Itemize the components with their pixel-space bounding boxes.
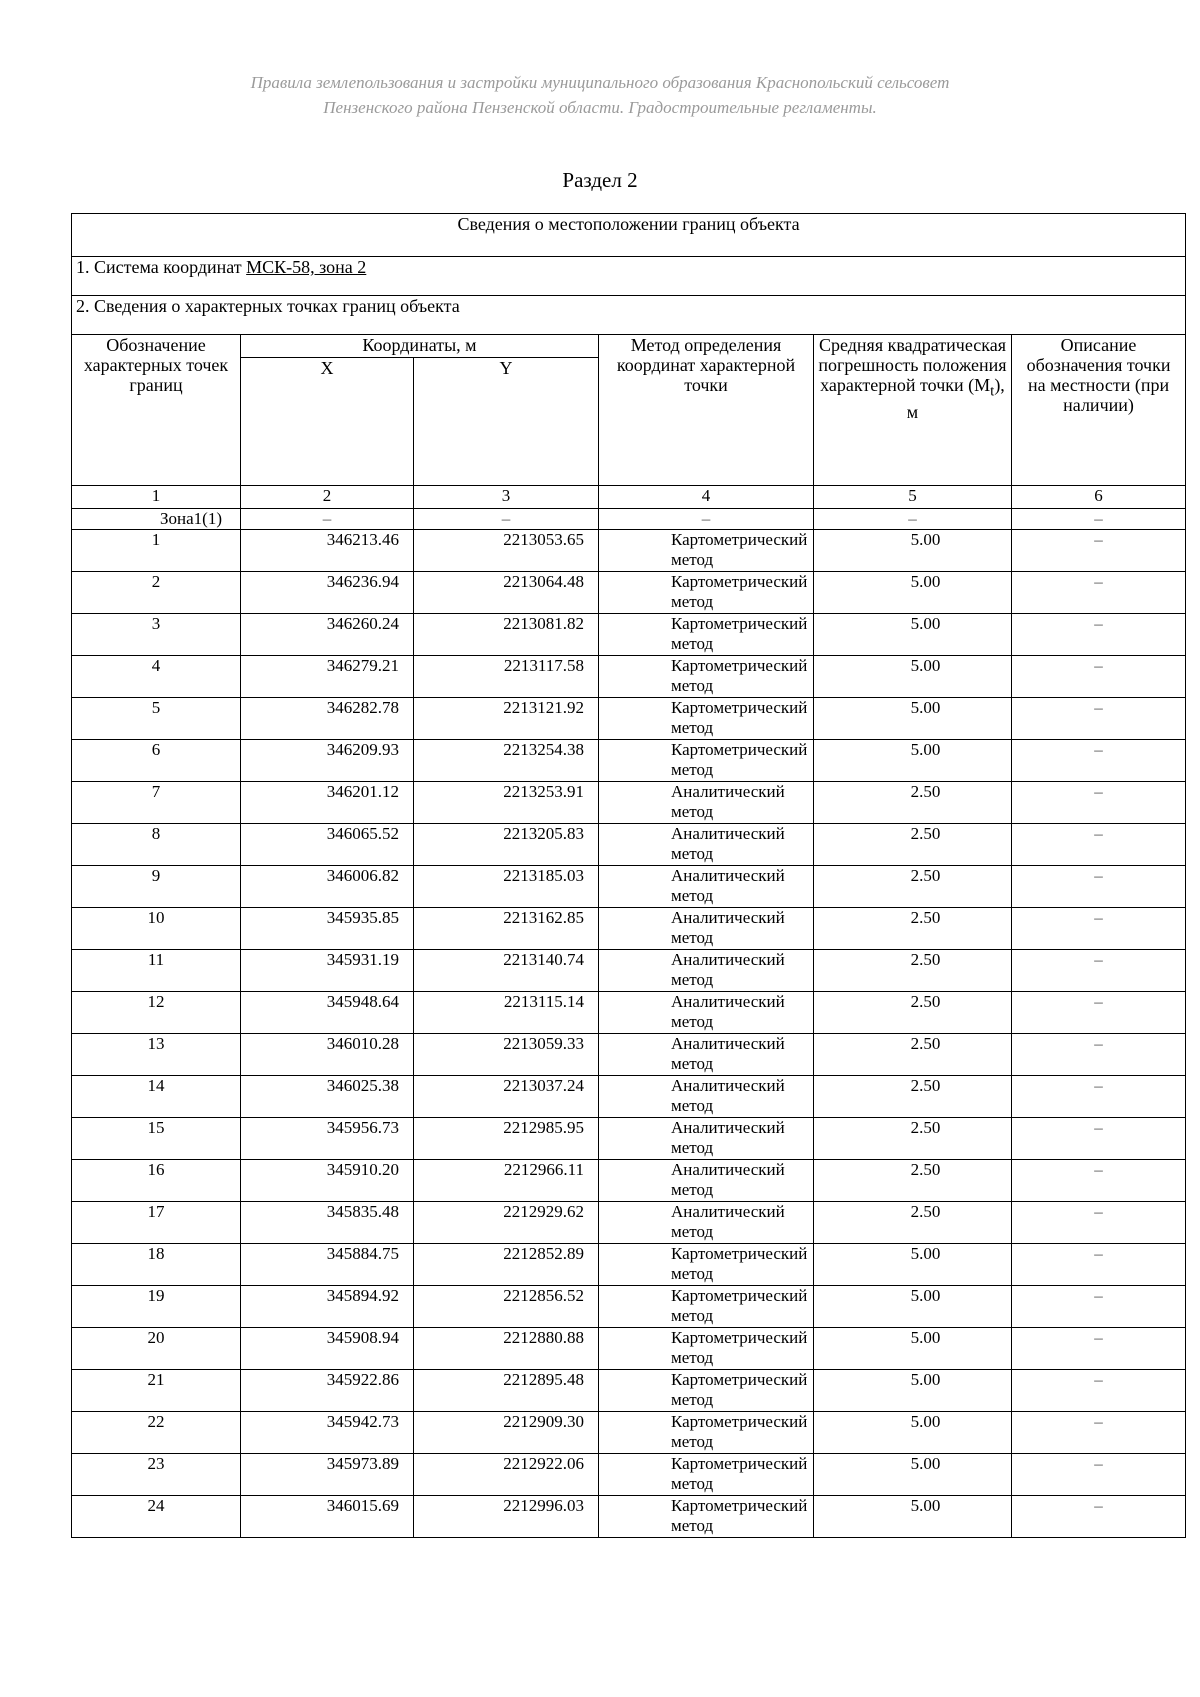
table-row	[72, 950, 1186, 992]
method-value: Аналитический метод	[599, 1076, 814, 1118]
error-value: 5.00	[814, 740, 1012, 782]
y-value: 2212929.62	[414, 1202, 599, 1244]
table-row	[72, 1118, 1186, 1160]
point-id: 22	[72, 1412, 241, 1454]
header-line-2: Пензенского района Пензенской области. Градостроительные регламенты.	[323, 98, 877, 117]
point-id: 3	[72, 614, 241, 656]
method-value: Картометрический метод	[599, 1454, 814, 1496]
table-row	[72, 866, 1186, 908]
x-value: 345935.85	[241, 908, 414, 950]
point-id: 20	[72, 1328, 241, 1370]
method-value: Картометрический метод	[599, 1244, 814, 1286]
boundary-table	[71, 213, 1186, 1538]
table-row	[72, 1454, 1186, 1496]
table-row	[72, 1370, 1186, 1412]
error-value: 5.00	[814, 698, 1012, 740]
table-title-row	[72, 214, 1186, 257]
error-value: 5.00	[814, 1244, 1012, 1286]
x-value: 346209.93	[241, 740, 414, 782]
x-value: 346065.52	[241, 824, 414, 866]
table-row	[72, 530, 1186, 572]
x-value: 345956.73	[241, 1118, 414, 1160]
error-value: 5.00	[814, 1412, 1012, 1454]
method-value: Картометрический метод	[599, 698, 814, 740]
point-id: 14	[72, 1076, 241, 1118]
error-value: 5.00	[814, 1454, 1012, 1496]
col-x-header: X	[241, 358, 414, 486]
y-value: 2212880.88	[414, 1328, 599, 1370]
description-value: –	[1012, 740, 1186, 782]
table-row	[72, 782, 1186, 824]
x-value: 346282.78	[241, 698, 414, 740]
y-value: 2212856.52	[414, 1286, 599, 1328]
method-value: Аналитический метод	[599, 950, 814, 992]
description-value: –	[1012, 1160, 1186, 1202]
point-id: 21	[72, 1370, 241, 1412]
y-value: 2212985.95	[414, 1118, 599, 1160]
error-value: 2.50	[814, 992, 1012, 1034]
method-value: Аналитический метод	[599, 866, 814, 908]
x-value: 346010.28	[241, 1034, 414, 1076]
table-row	[72, 1160, 1186, 1202]
description-value: –	[1012, 1076, 1186, 1118]
point-id: 15	[72, 1118, 241, 1160]
x-value: 346279.21	[241, 656, 414, 698]
x-value: 345948.64	[241, 992, 414, 1034]
point-id: 8	[72, 824, 241, 866]
point-id: 4	[72, 656, 241, 698]
description-value: –	[1012, 1034, 1186, 1076]
x-value: 345973.89	[241, 1454, 414, 1496]
y-value: 2213053.65	[414, 530, 599, 572]
point-id: 19	[72, 1286, 241, 1328]
col-designation-header: Обозначение характерных точек границ	[72, 335, 241, 486]
table-row	[72, 614, 1186, 656]
description-value: –	[1012, 908, 1186, 950]
description-value: –	[1012, 1202, 1186, 1244]
x-value: 345884.75	[241, 1244, 414, 1286]
coordinate-system-label: 1. Система координат	[76, 257, 247, 277]
y-value: 2213064.48	[414, 572, 599, 614]
description-value: –	[1012, 698, 1186, 740]
method-value: Картометрический метод	[599, 1286, 814, 1328]
x-value: 345894.92	[241, 1286, 414, 1328]
error-value: 5.00	[814, 656, 1012, 698]
error-value: 2.50	[814, 824, 1012, 866]
table-row	[72, 824, 1186, 866]
method-value: Картометрический метод	[599, 1370, 814, 1412]
y-value: 2213037.24	[414, 1076, 599, 1118]
zone-dash: –	[414, 509, 599, 530]
col-coordinates-header: Координаты, м	[241, 335, 599, 358]
table-row	[72, 1496, 1186, 1538]
method-value: Аналитический метод	[599, 1118, 814, 1160]
description-value: –	[1012, 1244, 1186, 1286]
col-error-header: Средняя квадратическая погрешность положения характерной точки $(M_t)$, м	[814, 335, 1012, 486]
zone-dash: –	[814, 509, 1012, 530]
method-value: Аналитический метод	[599, 1202, 814, 1244]
method-value: Картометрический метод	[599, 1412, 814, 1454]
y-value: 2212895.48	[414, 1370, 599, 1412]
error-value: 2.50	[814, 1076, 1012, 1118]
table-row	[72, 1202, 1186, 1244]
description-value: –	[1012, 656, 1186, 698]
error-value: 5.00	[814, 572, 1012, 614]
y-value: 2213115.14	[414, 992, 599, 1034]
description-value: –	[1012, 950, 1186, 992]
table-row	[72, 1034, 1186, 1076]
point-id: 1	[72, 530, 241, 572]
method-value: Аналитический метод	[599, 908, 814, 950]
method-value: Картометрический метод	[599, 656, 814, 698]
table-row	[72, 1244, 1186, 1286]
method-value: Картометрический метод	[599, 740, 814, 782]
x-value: 345835.48	[241, 1202, 414, 1244]
error-value: 2.50	[814, 950, 1012, 992]
method-value: Картометрический метод	[599, 1328, 814, 1370]
point-id: 16	[72, 1160, 241, 1202]
header-row-1	[72, 335, 1186, 358]
point-id: 10	[72, 908, 241, 950]
y-value: 2213121.92	[414, 698, 599, 740]
y-value: 2213081.82	[414, 614, 599, 656]
column-number: 4	[599, 486, 814, 509]
error-value: 5.00	[814, 614, 1012, 656]
description-value: –	[1012, 1454, 1186, 1496]
zone-dash: –	[1012, 509, 1186, 530]
points-heading-row	[72, 296, 1186, 335]
error-value: 5.00	[814, 1370, 1012, 1412]
method-value: Картометрический метод	[599, 1496, 814, 1538]
points-heading: 2. Сведения о характерных точках границ объекта	[72, 296, 1186, 335]
method-value: Аналитический метод	[599, 1160, 814, 1202]
error-value: 2.50	[814, 866, 1012, 908]
method-value: Картометрический метод	[599, 572, 814, 614]
error-value: 2.50	[814, 1202, 1012, 1244]
table-row	[72, 1286, 1186, 1328]
zone-dash: –	[599, 509, 814, 530]
description-value: –	[1012, 782, 1186, 824]
description-value: –	[1012, 1118, 1186, 1160]
y-value: 2213140.74	[414, 950, 599, 992]
x-value: 346006.82	[241, 866, 414, 908]
x-value: 346213.46	[241, 530, 414, 572]
point-id: 17	[72, 1202, 241, 1244]
method-value: Аналитический метод	[599, 992, 814, 1034]
table-row	[72, 698, 1186, 740]
table-row	[72, 740, 1186, 782]
description-value: –	[1012, 1370, 1186, 1412]
point-id: 13	[72, 1034, 241, 1076]
error-value: 5.00	[814, 1496, 1012, 1538]
table-row	[72, 1076, 1186, 1118]
error-value: 2.50	[814, 1160, 1012, 1202]
y-value: 2213162.85	[414, 908, 599, 950]
column-number: 1	[72, 486, 241, 509]
x-value: 345922.86	[241, 1370, 414, 1412]
error-value: 5.00	[814, 1286, 1012, 1328]
x-value: 345942.73	[241, 1412, 414, 1454]
y-value: 2212922.06	[414, 1454, 599, 1496]
table-row	[72, 1412, 1186, 1454]
description-value: –	[1012, 614, 1186, 656]
y-value: 2213185.03	[414, 866, 599, 908]
description-value: –	[1012, 1328, 1186, 1370]
point-id: 5	[72, 698, 241, 740]
description-value: –	[1012, 530, 1186, 572]
error-value: 2.50	[814, 908, 1012, 950]
y-value: 2213253.91	[414, 782, 599, 824]
method-value: Картометрический метод	[599, 530, 814, 572]
col-description-header: Описание обозначения точки на местности (при наличии)	[1012, 335, 1186, 486]
section-title: Раздел 2	[562, 168, 638, 192]
method-value: Аналитический метод	[599, 1034, 814, 1076]
header-line-1: Правила землепользования и застройки муниципального образования Краснопольский сельсовет	[250, 73, 950, 92]
method-value: Аналитический метод	[599, 824, 814, 866]
column-number: 3	[414, 486, 599, 509]
y-value: 2212852.89	[414, 1244, 599, 1286]
column-numbers-row	[72, 486, 1186, 509]
error-value: 5.00	[814, 1328, 1012, 1370]
table-row	[72, 656, 1186, 698]
column-number: 2	[241, 486, 414, 509]
coordinate-system-row	[72, 257, 1186, 296]
table-row	[72, 1328, 1186, 1370]
error-value: 2.50	[814, 782, 1012, 824]
description-value: –	[1012, 572, 1186, 614]
zone-dash: –	[241, 509, 414, 530]
description-value: –	[1012, 1286, 1186, 1328]
table-row	[72, 992, 1186, 1034]
description-value: –	[1012, 1412, 1186, 1454]
column-number: 6	[1012, 486, 1186, 509]
description-value: –	[1012, 992, 1186, 1034]
point-id: 7	[72, 782, 241, 824]
x-value: 345910.20	[241, 1160, 414, 1202]
x-value: 346015.69	[241, 1496, 414, 1538]
x-value: 346236.94	[241, 572, 414, 614]
document-header	[0, 70, 1200, 120]
x-value: 346025.38	[241, 1076, 414, 1118]
point-id: 11	[72, 950, 241, 992]
point-id: 23	[72, 1454, 241, 1496]
zone-label: Зона1(1)	[72, 509, 241, 530]
error-value: 2.50	[814, 1118, 1012, 1160]
table-row	[72, 908, 1186, 950]
column-number: 5	[814, 486, 1012, 509]
y-value: 2213117.58	[414, 656, 599, 698]
description-value: –	[1012, 866, 1186, 908]
x-value: 345931.19	[241, 950, 414, 992]
point-id: 2	[72, 572, 241, 614]
error-value: 5.00	[814, 530, 1012, 572]
y-value: 2212996.03	[414, 1496, 599, 1538]
x-value: 346260.24	[241, 614, 414, 656]
col-y-header: Y	[414, 358, 599, 486]
error-value: 2.50	[814, 1034, 1012, 1076]
method-value: Аналитический метод	[599, 782, 814, 824]
table-title: Сведения о местоположении границ объекта	[72, 214, 1186, 257]
x-value: 346201.12	[241, 782, 414, 824]
point-id: 9	[72, 866, 241, 908]
method-value: Картометрический метод	[599, 614, 814, 656]
x-value: 345908.94	[241, 1328, 414, 1370]
description-value: –	[1012, 1496, 1186, 1538]
y-value: 2213254.38	[414, 740, 599, 782]
col-method-header: Метод определения координат характерной точки	[599, 335, 814, 486]
point-id: 6	[72, 740, 241, 782]
point-id: 24	[72, 1496, 241, 1538]
point-id: 12	[72, 992, 241, 1034]
table-row	[72, 572, 1186, 614]
y-value: 2213205.83	[414, 824, 599, 866]
y-value: 2212909.30	[414, 1412, 599, 1454]
coordinate-system-value: МСК-58, зона 2	[246, 257, 367, 277]
description-value: –	[1012, 824, 1186, 866]
zone-row	[72, 509, 1186, 530]
y-value: 2213059.33	[414, 1034, 599, 1076]
point-id: 18	[72, 1244, 241, 1286]
y-value: 2212966.11	[414, 1160, 599, 1202]
